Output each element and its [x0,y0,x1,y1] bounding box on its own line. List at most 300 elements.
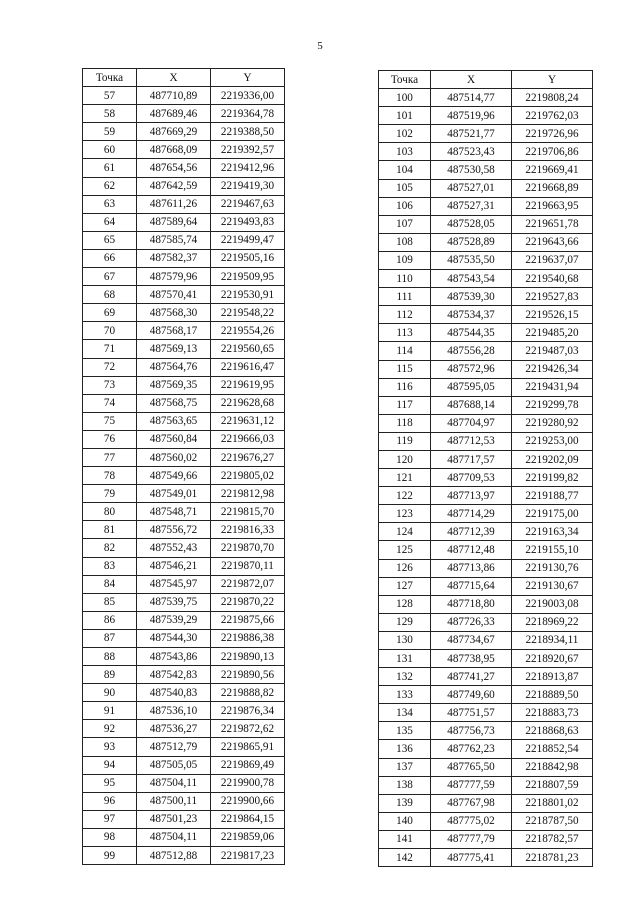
cell-y: 2218807,59 [512,776,593,794]
table-row [379,233,593,251]
table-row [379,469,593,487]
table-row [379,830,593,848]
column-header-x: X [431,71,512,89]
table-row [379,161,593,179]
cell-y: 2219412,96 [211,159,285,177]
cell-point: 126 [379,559,431,577]
table-header-row [379,71,593,89]
cell-y: 2218920,67 [512,650,593,668]
cell-x: 487734,67 [431,631,512,649]
table-row [379,740,593,758]
table-header-row [83,69,285,87]
cell-y: 2218868,63 [512,722,593,740]
cell-point: 96 [83,792,137,810]
cell-y: 2219872,62 [211,720,285,738]
table-row [379,306,593,324]
cell-point: 102 [379,125,431,143]
table-row [379,704,593,722]
cell-y: 2219336,00 [211,87,285,105]
table-row [379,396,593,414]
table-row [83,593,285,611]
table-row [379,414,593,432]
cell-y: 2219530,91 [211,286,285,304]
table-row [379,631,593,649]
table-body-left [83,87,285,865]
cell-x: 487501,23 [137,810,211,828]
cell-x: 487777,79 [431,830,512,848]
cell-x: 487543,86 [137,648,211,666]
cell-point: 95 [83,774,137,792]
cell-y: 2219900,78 [211,774,285,792]
cell-x: 487717,57 [431,450,512,468]
table-row [379,179,593,197]
cell-y: 2219499,47 [211,231,285,249]
cell-point: 85 [83,593,137,611]
cell-point: 117 [379,396,431,414]
cell-x: 487767,98 [431,794,512,812]
cell-x: 487738,95 [431,650,512,668]
cell-y: 2219175,00 [512,505,593,523]
cell-x: 487712,53 [431,432,512,450]
cell-point: 94 [83,756,137,774]
cell-x: 487718,80 [431,595,512,613]
table-row [83,177,285,195]
cell-point: 100 [379,89,431,107]
cell-point: 134 [379,704,431,722]
cell-x: 487535,50 [431,251,512,269]
cell-x: 487762,23 [431,740,512,758]
table-row [83,847,285,865]
cell-point: 62 [83,177,137,195]
cell-x: 487654,56 [137,159,211,177]
table-row [83,249,285,267]
cell-point: 66 [83,249,137,267]
table-row [379,668,593,686]
table-row [379,270,593,288]
cell-x: 487549,01 [137,485,211,503]
cell-point: 123 [379,505,431,523]
cell-x: 487688,14 [431,396,512,414]
cell-y: 2219890,56 [211,666,285,684]
cell-y: 2219163,34 [512,523,593,541]
cell-y: 2219669,41 [512,161,593,179]
cell-point: 106 [379,197,431,215]
cell-x: 487504,11 [137,828,211,846]
table-row [83,123,285,141]
cell-x: 487715,64 [431,577,512,595]
cell-y: 2218782,57 [512,830,593,848]
cell-point: 119 [379,432,431,450]
cell-point: 70 [83,322,137,340]
cell-point: 61 [83,159,137,177]
cell-x: 487611,26 [137,195,211,213]
cell-point: 116 [379,378,431,396]
table-row [379,107,593,125]
cell-point: 122 [379,487,431,505]
cell-x: 487548,71 [137,503,211,521]
cell-point: 72 [83,358,137,376]
cell-x: 487568,17 [137,322,211,340]
cell-x: 487543,54 [431,270,512,288]
cell-x: 487669,29 [137,123,211,141]
cell-x: 487528,89 [431,233,512,251]
cell-x: 487527,01 [431,179,512,197]
table-row [83,340,285,358]
cell-x: 487549,66 [137,467,211,485]
cell-x: 487579,96 [137,268,211,286]
table-row [379,450,593,468]
cell-y: 2219676,27 [211,448,285,466]
cell-point: 98 [83,828,137,846]
cell-x: 487512,88 [137,847,211,865]
cell-x: 487523,43 [431,143,512,161]
cell-x: 487726,33 [431,613,512,631]
cell-x: 487749,60 [431,686,512,704]
cell-x: 487595,05 [431,378,512,396]
table-row [379,251,593,269]
cell-y: 2219864,15 [211,810,285,828]
table-row [83,322,285,340]
cell-x: 487512,79 [137,738,211,756]
cell-y: 2219554,26 [211,322,285,340]
cell-x: 487530,58 [431,161,512,179]
cell-y: 2219540,68 [512,270,593,288]
cell-y: 2219812,98 [211,485,285,503]
cell-x: 487713,86 [431,559,512,577]
table-row [83,430,285,448]
cell-x: 487536,10 [137,702,211,720]
cell-x: 487552,43 [137,539,211,557]
table-row [379,143,593,161]
table-row [83,159,285,177]
table-row [83,720,285,738]
table-row [83,792,285,810]
table-row [379,215,593,233]
cell-x: 487521,77 [431,125,512,143]
cell-x: 487542,83 [137,666,211,684]
table-row [379,686,593,704]
cell-y: 2218889,50 [512,686,593,704]
cell-y: 2219869,49 [211,756,285,774]
cell-point: 84 [83,575,137,593]
cell-point: 57 [83,87,137,105]
cell-point: 91 [83,702,137,720]
cell-point: 76 [83,430,137,448]
cell-y: 2219527,83 [512,288,593,306]
table-row [83,557,285,575]
table-row [83,738,285,756]
cell-y: 2219663,95 [512,197,593,215]
cell-x: 487713,97 [431,487,512,505]
cell-point: 124 [379,523,431,541]
table-row [83,828,285,846]
table-row [379,89,593,107]
table-row [83,394,285,412]
cell-y: 2218781,23 [512,849,593,867]
table-row [83,304,285,322]
cell-x: 487714,29 [431,505,512,523]
cell-x: 487527,31 [431,197,512,215]
table-row [83,611,285,629]
cell-y: 2219619,95 [211,376,285,394]
table-row [83,412,285,430]
cell-point: 64 [83,213,137,231]
cell-y: 2218852,54 [512,740,593,758]
cell-y: 2219870,70 [211,539,285,557]
cell-point: 65 [83,231,137,249]
cell-y: 2219865,91 [211,738,285,756]
cell-y: 2219870,22 [211,593,285,611]
table-row [379,342,593,360]
cell-x: 487568,75 [137,394,211,412]
cell-y: 2219202,09 [512,450,593,468]
cell-point: 97 [83,810,137,828]
cell-x: 487536,27 [137,720,211,738]
cell-x: 487544,30 [137,629,211,647]
cell-y: 2219560,65 [211,340,285,358]
cell-point: 131 [379,650,431,668]
table-row [379,324,593,342]
table-row [379,722,593,740]
cell-y: 2219487,03 [512,342,593,360]
cell-y: 2219886,38 [211,629,285,647]
cell-y: 2219762,03 [512,107,593,125]
cell-x: 487710,89 [137,87,211,105]
cell-y: 2219628,68 [211,394,285,412]
table-row [83,810,285,828]
table-row [83,286,285,304]
cell-point: 128 [379,595,431,613]
cell-y: 2219299,78 [512,396,593,414]
cell-point: 73 [83,376,137,394]
cell-x: 487569,13 [137,340,211,358]
cell-point: 67 [83,268,137,286]
cell-x: 487765,50 [431,758,512,776]
cell-y: 2218787,50 [512,812,593,830]
table-row [379,360,593,378]
cell-x: 487544,35 [431,324,512,342]
cell-x: 487560,02 [137,448,211,466]
cell-y: 2219875,66 [211,611,285,629]
cell-y: 2219509,95 [211,268,285,286]
cell-point: 88 [83,648,137,666]
cell-point: 140 [379,812,431,830]
cell-point: 133 [379,686,431,704]
cell-x: 487568,30 [137,304,211,322]
cell-y: 2219003,08 [512,595,593,613]
cell-point: 137 [379,758,431,776]
cell-x: 487570,41 [137,286,211,304]
table-row [83,358,285,376]
cell-y: 2218913,87 [512,668,593,686]
cell-point: 118 [379,414,431,432]
cell-y: 2218883,73 [512,704,593,722]
table-row [379,577,593,595]
cell-x: 487569,35 [137,376,211,394]
cell-point: 80 [83,503,137,521]
table-row [83,195,285,213]
cell-x: 487689,46 [137,105,211,123]
cell-y: 2218801,02 [512,794,593,812]
cell-x: 487572,96 [431,360,512,378]
cell-y: 2219706,86 [512,143,593,161]
cell-point: 69 [83,304,137,322]
table-row [83,521,285,539]
cell-point: 125 [379,541,431,559]
cell-point: 115 [379,360,431,378]
cell-point: 105 [379,179,431,197]
cell-point: 112 [379,306,431,324]
cell-y: 2219155,10 [512,541,593,559]
cell-x: 487582,37 [137,249,211,267]
table-row [83,774,285,792]
cell-y: 2218842,98 [512,758,593,776]
cell-point: 104 [379,161,431,179]
cell-y: 2219616,47 [211,358,285,376]
cell-y: 2219526,15 [512,306,593,324]
cell-point: 109 [379,251,431,269]
table-row [379,559,593,577]
cell-point: 139 [379,794,431,812]
table-row [83,213,285,231]
cell-y: 2219876,34 [211,702,285,720]
table-row [83,485,285,503]
cell-point: 101 [379,107,431,125]
cell-point: 121 [379,469,431,487]
cell-point: 74 [83,394,137,412]
table-row [379,776,593,794]
coordinates-table-right [378,70,593,867]
cell-x: 487775,02 [431,812,512,830]
cell-point: 77 [83,448,137,466]
cell-x: 487519,96 [431,107,512,125]
cell-x: 487539,30 [431,288,512,306]
cell-x: 487589,64 [137,213,211,231]
cell-y: 2219199,82 [512,469,593,487]
cell-y: 2219805,02 [211,467,285,485]
table-row [83,231,285,249]
cell-point: 110 [379,270,431,288]
cell-point: 136 [379,740,431,758]
cell-y: 2219666,03 [211,430,285,448]
cell-y: 2219388,50 [211,123,285,141]
cell-y: 2219426,34 [512,360,593,378]
cell-y: 2219815,70 [211,503,285,521]
cell-y: 2219130,76 [512,559,593,577]
cell-y: 2219548,22 [211,304,285,322]
table-row [379,378,593,396]
cell-point: 141 [379,830,431,848]
cell-x: 487751,57 [431,704,512,722]
table-row [83,575,285,593]
cell-point: 92 [83,720,137,738]
cell-x: 487563,65 [137,412,211,430]
cell-x: 487534,37 [431,306,512,324]
table-row [379,288,593,306]
table-row [83,467,285,485]
table-row [379,794,593,812]
cell-point: 99 [83,847,137,865]
column-header-point: Точка [83,69,137,87]
cell-y: 2219668,89 [512,179,593,197]
cell-y: 2218934,11 [512,631,593,649]
cell-point: 120 [379,450,431,468]
cell-y: 2219816,33 [211,521,285,539]
cell-y: 2219808,24 [512,89,593,107]
cell-x: 487777,59 [431,776,512,794]
table-row [83,376,285,394]
table-row [83,702,285,720]
cell-y: 2219726,96 [512,125,593,143]
cell-x: 487668,09 [137,141,211,159]
cell-y: 2219419,30 [211,177,285,195]
table-row [379,432,593,450]
cell-x: 487642,59 [137,177,211,195]
cell-y: 2219130,67 [512,577,593,595]
cell-y: 2219859,06 [211,828,285,846]
table-row [83,666,285,684]
cell-x: 487528,05 [431,215,512,233]
cell-x: 487546,21 [137,557,211,575]
cell-point: 79 [83,485,137,503]
page-number: 5 [317,40,323,52]
table-row [83,684,285,702]
table-row [379,849,593,867]
cell-point: 103 [379,143,431,161]
cell-x: 487775,41 [431,849,512,867]
table-row [83,105,285,123]
cell-x: 487704,97 [431,414,512,432]
table-row [379,505,593,523]
coordinates-table-left [82,68,285,865]
cell-point: 108 [379,233,431,251]
cell-y: 2218969,22 [512,613,593,631]
cell-y: 2219253,00 [512,432,593,450]
cell-y: 2219431,94 [512,378,593,396]
cell-point: 107 [379,215,431,233]
cell-point: 132 [379,668,431,686]
column-header-x: X [137,69,211,87]
cell-y: 2219493,83 [211,213,285,231]
cell-x: 487712,39 [431,523,512,541]
cell-y: 2219505,16 [211,249,285,267]
table-row [83,141,285,159]
table-row [379,197,593,215]
table-row [379,613,593,631]
cell-point: 59 [83,123,137,141]
cell-point: 93 [83,738,137,756]
cell-x: 487585,74 [137,231,211,249]
cell-x: 487709,53 [431,469,512,487]
table-row [83,503,285,521]
cell-x: 487712,48 [431,541,512,559]
cell-point: 86 [83,611,137,629]
table-row [379,523,593,541]
cell-point: 82 [83,539,137,557]
cell-y: 2219890,13 [211,648,285,666]
cell-x: 487514,77 [431,89,512,107]
table-row [379,650,593,668]
cell-y: 2219643,66 [512,233,593,251]
table-row [379,125,593,143]
table-row [83,87,285,105]
cell-point: 138 [379,776,431,794]
cell-x: 487504,11 [137,774,211,792]
column-header-y: Y [512,71,593,89]
cell-point: 78 [83,467,137,485]
cell-point: 83 [83,557,137,575]
table-row [379,541,593,559]
